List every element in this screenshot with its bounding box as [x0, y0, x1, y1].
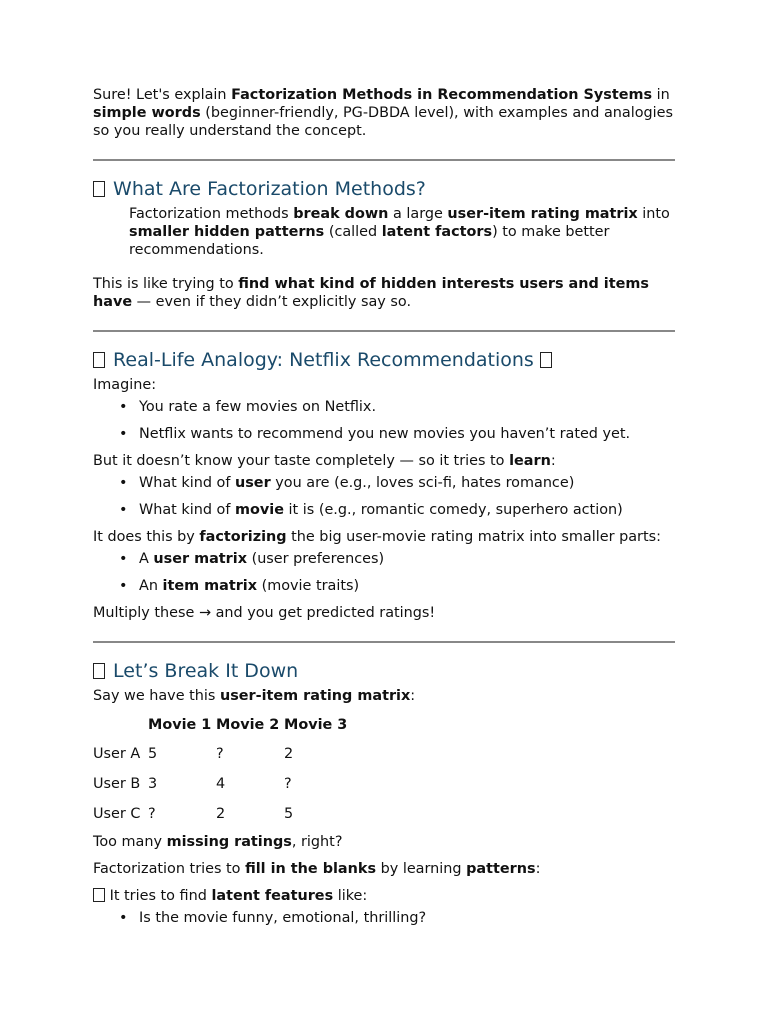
section-heading-factorization: What Are Factorization Methods?	[93, 177, 675, 201]
table-cell: 2	[216, 806, 226, 822]
emoji-placeholder-icon	[540, 352, 552, 368]
table-header-cell: Movie 2	[216, 717, 280, 733]
list-item: • Netflix wants to recommend you new movies you haven’t rated yet.	[139, 425, 675, 443]
list-item: • Is the movie funny, emotional, thrilling?	[139, 909, 675, 927]
table-cell: 4	[216, 776, 226, 792]
table-cell: 3	[148, 776, 158, 792]
imagine-text: Imagine:	[93, 377, 157, 393]
table-header-cell: Movie 1	[148, 717, 212, 733]
divider	[93, 330, 675, 332]
section-heading-analogy: Real-Life Analogy: Netflix Recommendations	[93, 348, 675, 372]
divider	[93, 641, 675, 643]
emoji-placeholder-icon	[93, 888, 105, 902]
latent-features-list	[93, 909, 675, 927]
say-paragraph: Say we have this user-item rating matrix:	[93, 688, 416, 704]
list-item: • You rate a few movies on Netflix.	[139, 398, 675, 416]
emoji-placeholder-icon	[93, 663, 105, 679]
learn-list	[93, 474, 675, 519]
table-cell: User A	[93, 746, 141, 762]
table-cell: 5	[284, 806, 294, 822]
factorizing-paragraph: It does this by factorizing the big user-movie rating matrix into smaller parts:	[93, 529, 661, 545]
table-cell: 5	[148, 746, 158, 762]
list-item: • An item matrix (movie traits)	[139, 577, 675, 595]
table-row	[93, 769, 354, 799]
table-header-cell	[93, 709, 148, 739]
table-cell: User C	[93, 806, 141, 822]
fill-blanks-paragraph: Factorization tries to fill in the blanks by learning patterns:	[93, 861, 541, 877]
latent-features-paragraph: It tries to find latent features like:	[93, 887, 675, 905]
learn-paragraph: But it doesn’t know your taste completely — so it tries to learn:	[93, 453, 556, 469]
table-header-cell: Movie 3	[284, 717, 348, 733]
emoji-placeholder-icon	[93, 352, 105, 368]
table-cell: 2	[284, 746, 294, 762]
table-header-row	[93, 709, 354, 739]
emoji-placeholder-icon	[93, 181, 105, 197]
table-row	[93, 799, 354, 829]
multiply-paragraph: Multiply these → and you get predicted ratings!	[93, 605, 436, 621]
table-cell: ?	[148, 806, 156, 822]
list-item: • A user matrix (user preferences)	[139, 550, 675, 568]
rating-matrix-table	[93, 709, 354, 829]
table-row	[93, 739, 354, 769]
intro-paragraph: Sure! Let's explain Factorization Methods in Recommendation Systems in simple words (beginner-friendly, PG-DBDA level), with examples and analogies so you really understand the concept.	[93, 87, 674, 139]
table-cell: ?	[284, 776, 292, 792]
table-cell: ?	[216, 746, 224, 762]
divider	[93, 159, 675, 161]
hidden-interests-paragraph: This is like trying to find what kind of hidden interests users and items have — even if they didn’t explicitly say so.	[93, 276, 649, 310]
section-heading-breakdown: Let’s Break It Down	[93, 659, 675, 683]
list-item: • What kind of user you are (e.g., loves sci-fi, hates romance)	[139, 474, 675, 492]
matrix-parts-list	[93, 550, 675, 595]
list-item: • What kind of movie it is (e.g., romantic comedy, superhero action)	[139, 501, 675, 519]
netflix-list	[93, 398, 675, 443]
table-cell: User B	[93, 776, 141, 792]
missing-ratings-paragraph: Too many missing ratings, right?	[93, 834, 343, 850]
definition-blockquote: Factorization methods break down a large user-item rating matrix into smaller hidden patterns (called latent factors) to make better recommendations.	[129, 206, 670, 258]
